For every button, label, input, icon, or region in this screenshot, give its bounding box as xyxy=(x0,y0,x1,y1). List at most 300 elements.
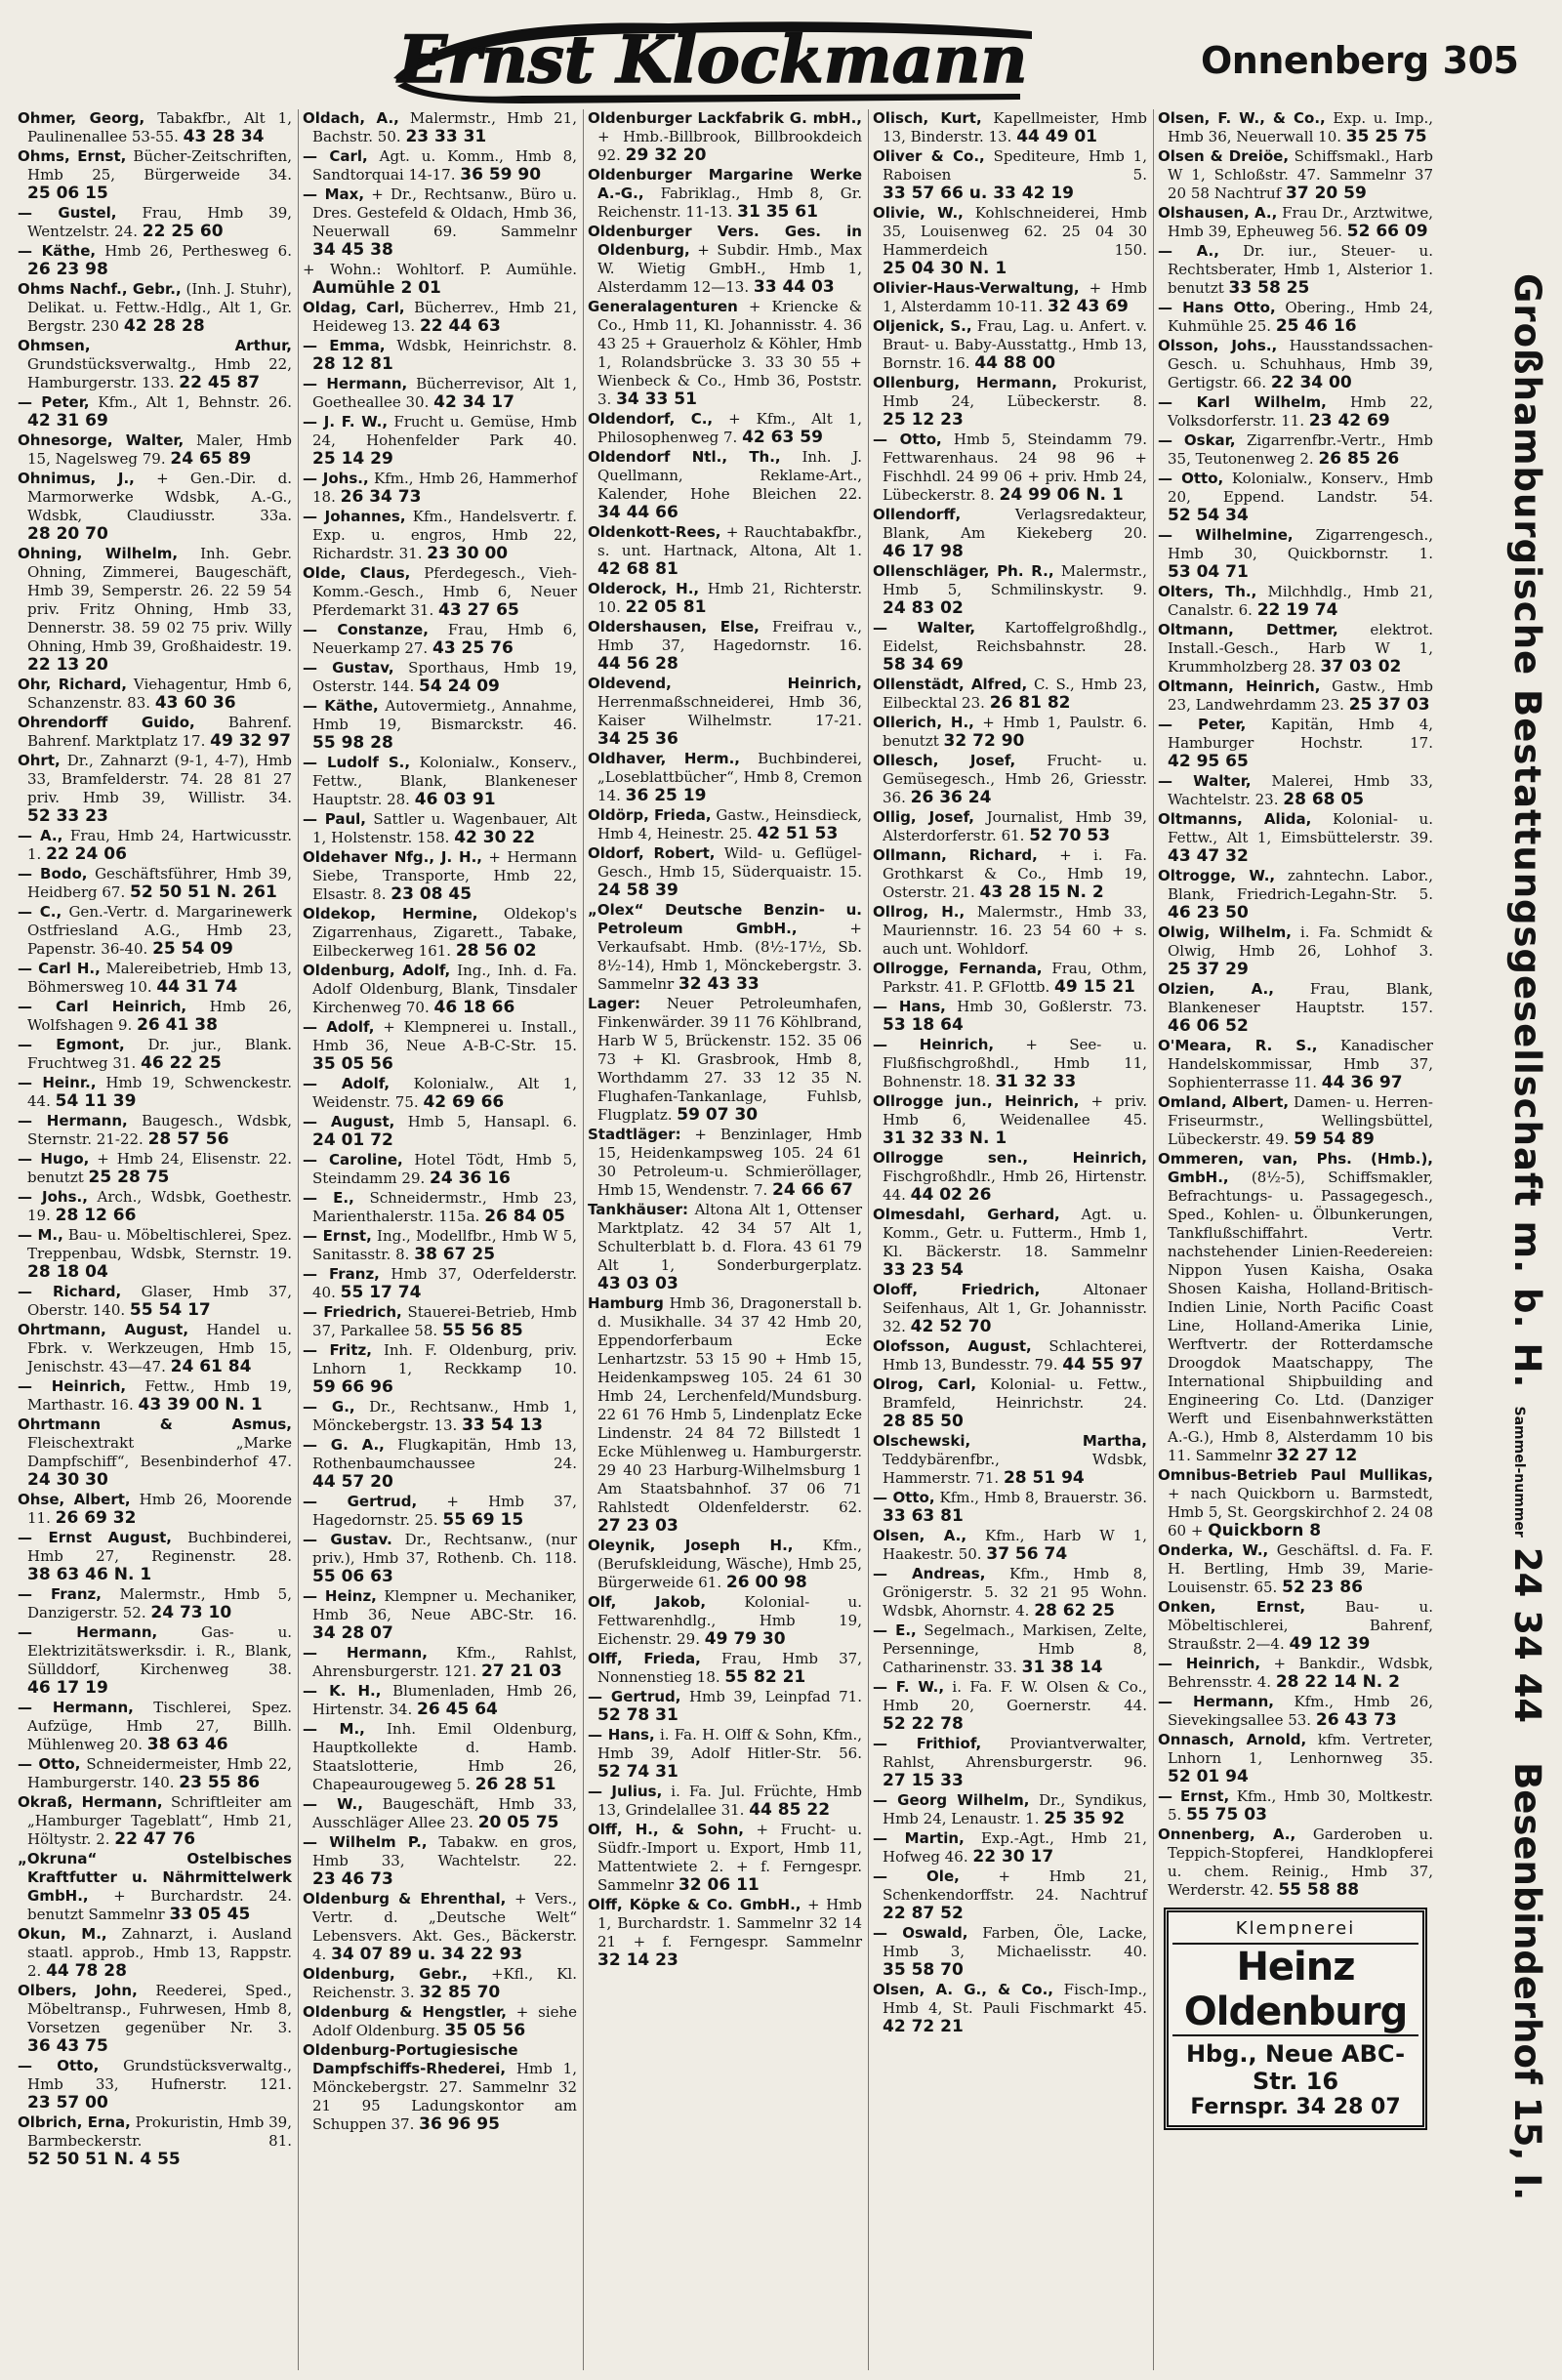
side-banner-address: Besenbinderhof 15, I. xyxy=(1506,1762,1548,2201)
entry-text: Fleischextrakt „Marke Dampfschiff“, Besenbinderhof 47. xyxy=(27,1434,292,1470)
entry-name: Ollenburg, Hermann, xyxy=(873,374,1057,391)
directory-entry xyxy=(588,410,862,447)
directory-entry xyxy=(18,998,292,1035)
directory-entry xyxy=(588,675,862,749)
entry-phone: 25 12 23 xyxy=(883,410,964,430)
entry-text: + Benzinlager, Hmb 15, Heidenkampsweg 105. 24 61 30 Petroleum-u. Schmieröllager, Hmb 15, Wendenstr. 7. xyxy=(597,1126,862,1199)
entry-phone: 35 25 75 xyxy=(1345,127,1427,146)
entry-name: Ollrogge sen., Heinrich, xyxy=(873,1149,1147,1167)
entry-phone: 55 56 85 xyxy=(441,1321,523,1340)
directory-entry xyxy=(18,1491,292,1528)
entry-text: Bahrenf. Bahrenf. Marktplatz 17. xyxy=(27,714,292,750)
entry-text: Damen- u. Herren-Friseurmstr., Wellingsbüttel, Lübeckerstr. 49. xyxy=(1168,1093,1433,1148)
entry-phone: 46 22 25 xyxy=(141,1053,222,1073)
entry-name: Oldörp, Frieda, xyxy=(588,806,712,824)
entry-text: Zahnarzt, i. Ausland staatl. approb., Hmb 13, Rappstr. 2. xyxy=(27,1925,292,1980)
entry-phone: 22 13 20 xyxy=(27,655,108,675)
entry-name: Oltmanns, Alida, xyxy=(1158,810,1312,828)
directory-entry xyxy=(18,1416,292,1490)
entry-phone: 55 54 17 xyxy=(129,1300,211,1320)
entry-phone: 26 41 38 xyxy=(137,1015,218,1035)
entry-text: Inh. J. Quellmann, Reklame-Art., Kalender, Hohe Bleichen 22. xyxy=(597,448,862,503)
entry-text: Kolonial- u. Fettwarenhdlg., Hmb 19, Eichenstr. 29. xyxy=(597,1593,862,1648)
entry-name: Ohrt, xyxy=(18,752,61,769)
entry-phone: 42 72 21 xyxy=(883,2017,964,2036)
entry-text: + Hmb 37, Hagedornstr. 25. xyxy=(312,1493,577,1529)
entry-phone: 36 59 90 xyxy=(460,165,542,185)
entry-phone: 42 28 28 xyxy=(123,316,205,336)
side-banner-phone-label: Sammel-nummer xyxy=(1511,1406,1528,1538)
ad-line-address: Hbg., Neue ABC-Str. 16 xyxy=(1185,2040,1406,2095)
directory-entry xyxy=(873,506,1147,561)
entry-phone: 55 98 28 xyxy=(312,733,393,753)
directory-entry xyxy=(303,1890,577,1964)
entry-name: Olmesdahl, Gerhard, xyxy=(873,1206,1060,1223)
directory-entry xyxy=(303,621,577,658)
entry-text: Handel u. Fbrk. v. Werkzeugen, Hmb 15, Jenischstr. 43—47. xyxy=(27,1321,292,1375)
entry-text: + Hmb.-Billbrook, Billbrookdeich 92. xyxy=(597,128,862,164)
entry-text: Frau, Othm, Parkstr. 41. P. GFlottb. xyxy=(883,960,1147,996)
entry-phone: 44 36 97 xyxy=(1321,1073,1403,1092)
entry-name: Olsen, A. G., & Co., xyxy=(873,1981,1053,1998)
entry-text: Hmb 22, Volksdorferstr. 11. xyxy=(1168,393,1433,430)
entry-name: Ollrogge jun., Heinrich, xyxy=(873,1092,1080,1110)
entry-phone: 36 25 19 xyxy=(625,786,707,805)
page-title: Onnenberg xyxy=(1201,39,1429,82)
entry-phone: 23 57 00 xyxy=(27,2093,108,2113)
entry-text: Frau, Hmb 24, Hartwicusstr. 1. xyxy=(27,827,292,863)
entry-name: — Hermann, xyxy=(18,1623,158,1641)
directory-entry xyxy=(588,995,862,1125)
entry-text: Freifrau v., Hmb 37, Hagedornstr. 16. xyxy=(597,618,863,654)
directory-entry xyxy=(1158,337,1433,392)
entry-phone: 31 35 61 xyxy=(737,202,818,222)
directory-entry xyxy=(873,1829,1147,1867)
directory-entry xyxy=(18,903,292,959)
entry-text: Klempner u. Mechaniker, Hmb 36, Neue ABC-Str. 16. xyxy=(312,1587,577,1623)
entry-phone: 53 18 64 xyxy=(883,1015,964,1035)
entry-name: Olzien, A., xyxy=(1158,980,1274,998)
entry-phone: 22 87 52 xyxy=(883,1904,964,1923)
entry-text: Altona Alt 1, Ottenser Marktplatz. 42 34 57 Alt 1, Schulterblatt b. d. Flora. 43 61 79 Alt 1, Sonderburgerplatz. xyxy=(597,1201,862,1274)
entry-name: Ollrog, H., xyxy=(873,903,966,921)
entry-name: — Oswald, xyxy=(873,1924,968,1942)
entry-phone: 38 67 25 xyxy=(414,1245,496,1264)
advertisement-box xyxy=(1164,1908,1427,2130)
entry-text: Kfm., Hmb 30, Moltkestr. 5. xyxy=(1168,1787,1434,1824)
entry-text: + Klempnerei u. Install., Hmb 36, Neue A-B-C-Str. 15. xyxy=(312,1018,578,1054)
entry-text: Gen.-Vertr. d. Margarinewerk Ostfriesland A.G., Hmb 23, Papenstr. 36-40. xyxy=(27,903,292,958)
directory-entry xyxy=(18,204,292,241)
entry-phone: 52 74 31 xyxy=(597,1762,678,1782)
directory-entry xyxy=(303,1795,577,1832)
entry-phone: 22 25 60 xyxy=(142,222,224,241)
directory-entry xyxy=(303,1436,577,1492)
entry-text: Teddybärenfbr., Wdsbk, Hammerstr. 71. xyxy=(883,1451,1147,1487)
entry-text: Neuer Petroleumhafen, Finkenwärder. 39 11 76 Köhlbrand, Harb W 5, Brückenstr. 152. 35 06 73 + Kl. Grasbrook, Hmb 8, Worthdamm 27. 33 12 35 N. Flughafen-Tankanlage, Fuhlsb, Flugplatz. xyxy=(597,995,862,1124)
entry-text: Farben, Öle, Lacke, Hmb 3, Michaelisstr. 40. xyxy=(883,1924,1147,1960)
entry-text: Pferdegesch., Vieh-Komm.-Gesch., Hmb 6, Neuer Pferdemarkt 31. xyxy=(312,564,577,619)
entry-text: Schneidermstr., Hmb 23, Marienthalerstr. 115a. xyxy=(312,1189,577,1225)
directory-entry xyxy=(303,1682,577,1719)
directory-entry xyxy=(1158,1150,1433,1465)
entry-phone: 32 72 90 xyxy=(943,731,1025,751)
entry-phone: 26 45 64 xyxy=(417,1700,498,1719)
directory-entry xyxy=(873,1867,1147,1923)
entry-name: Olbers, John, xyxy=(18,1982,138,1999)
directory-entry xyxy=(873,903,1147,959)
directory-entry xyxy=(1158,470,1433,525)
entry-phone: 27 15 33 xyxy=(883,1771,964,1790)
entry-phone: 58 34 69 xyxy=(883,655,964,675)
entry-name: — E., xyxy=(873,1621,917,1639)
entry-phone: 49 32 97 xyxy=(210,731,291,751)
entry-name: Oldhaver, Herm., xyxy=(588,750,740,767)
directory-entry xyxy=(1158,772,1433,809)
directory-entry xyxy=(303,413,577,469)
entry-name: — Adolf, xyxy=(303,1075,390,1092)
directory-entry xyxy=(1158,1093,1433,1149)
entry-phone: 24 58 39 xyxy=(597,881,678,900)
directory-entry xyxy=(303,810,577,847)
directory-entry xyxy=(588,448,862,522)
entry-name: Oliver & Co., xyxy=(873,147,985,165)
entry-text: Buchbinderei, Hmb 27, Reginenstr. 28. xyxy=(27,1529,292,1565)
entry-name: Olschewski, Martha, xyxy=(873,1432,1147,1450)
entry-name: Olofsson, August, xyxy=(873,1337,1032,1355)
entry-phone: 22 30 17 xyxy=(972,1847,1054,1867)
entry-name: Oldorf, Robert, xyxy=(588,844,716,862)
entry-text: Gastw., Hmb 23, Landwehrdamm 23. xyxy=(1168,677,1433,714)
entry-phone: 22 44 63 xyxy=(419,316,501,336)
entry-name: Ollenstädt, Alfred, xyxy=(873,676,1028,693)
directory-entry xyxy=(18,865,292,902)
entry-text: Flugkapitän, Hmb 13, Rothenbaumchaussee 24. xyxy=(312,1436,577,1472)
entry-name: Oldendorf Ntl., Th., xyxy=(588,448,781,466)
entry-phone: 33 05 45 xyxy=(169,1905,251,1924)
directory-entry xyxy=(1158,1466,1433,1540)
entry-name: — A., xyxy=(1158,242,1219,260)
directory-entry xyxy=(18,431,292,469)
entry-name: Onnenberg, A., xyxy=(1158,1826,1296,1843)
directory-entry xyxy=(1158,810,1433,866)
entry-text: + priv. Hmb 6, Weidenallee 45. xyxy=(883,1092,1147,1128)
directory-entry xyxy=(303,1341,577,1397)
directory-entry xyxy=(303,299,577,336)
entry-name: Olde, Claus, xyxy=(303,564,411,582)
entry-name: — G., xyxy=(303,1398,355,1416)
entry-phone: 25 54 09 xyxy=(152,939,233,959)
entry-phone: 28 68 05 xyxy=(1283,790,1365,809)
entry-phone: 46 23 50 xyxy=(1168,903,1249,923)
entry-phone: 59 07 30 xyxy=(677,1105,759,1125)
entry-phone: 20 05 75 xyxy=(477,1813,559,1832)
entry-text: Fisch-Imp., Hmb 4, St. Pauli Fischmarkt 45. xyxy=(883,1981,1147,2017)
entry-text: Kapitän, Hmb 4, Hamburger Hochstr. 17. xyxy=(1168,716,1434,752)
entry-phone: 42 51 53 xyxy=(757,824,839,843)
entry-phone: 43 28 34 xyxy=(183,127,265,146)
directory-entry xyxy=(303,1833,577,1889)
entry-text: Schneidermeister, Hmb 22, Hamburgerstr. 140. xyxy=(27,1755,292,1791)
entry-phone: 44 49 01 xyxy=(1016,127,1097,146)
entry-name: — Wilhelmine, xyxy=(1158,526,1294,544)
entry-phone: 44 85 22 xyxy=(749,1800,831,1820)
entry-text: kfm. Vertreter, Lnhorn 1, Lenhornweg 35. xyxy=(1168,1731,1433,1767)
ad-line-company: Heinz Oldenburg xyxy=(1172,1943,1418,2036)
entry-name: Oldekop, Hermine, xyxy=(303,905,478,923)
entry-text: i. Fa. Schmidt & Olwig, Hmb 26, Lohhof 3. xyxy=(1168,923,1434,960)
entry-name: — Oskar, xyxy=(1158,431,1236,449)
entry-text: Oldekop's Zigarrenhaus, Zigarett., Tabake, Eilbeckerweg 161. xyxy=(312,905,577,960)
directory-entry xyxy=(1158,242,1433,298)
entry-phone: 26 43 73 xyxy=(1315,1710,1397,1730)
directory-entry xyxy=(18,1793,292,1849)
entry-phone: 42 69 66 xyxy=(423,1092,505,1112)
entry-name: Oldenburg, Gebr., xyxy=(303,1965,469,1983)
entry-text: Frau, Hmb 37, Nonnenstieg 18. xyxy=(597,1650,862,1686)
entry-phone: 42 31 69 xyxy=(27,411,108,431)
directory-entry xyxy=(873,714,1147,751)
entry-text: Frau, Lag. u. Anfert. v. Braut- u. Baby-Ausstattg., Hmb 13, Bornstr. 16. xyxy=(883,317,1148,372)
entry-phone: Aumühle 2 01 xyxy=(312,278,441,298)
entry-phone: 49 12 39 xyxy=(1289,1634,1371,1654)
entry-phone: 34 44 66 xyxy=(597,503,678,522)
entry-name: Ohrendorff Guido, xyxy=(18,714,195,731)
entry-name: — Emma, xyxy=(303,337,386,354)
entry-text: Journalist, Hmb 39, Alsterdorferstr. 61. xyxy=(883,808,1147,844)
entry-text: + Hmb 1, Alsterdamm 10-11. xyxy=(883,279,1147,315)
entry-phone: 38 63 46 xyxy=(146,1735,228,1754)
entry-phone: 54 11 39 xyxy=(55,1091,137,1111)
entry-name: Oldenburger Vers. Ges. in Oldenburg, xyxy=(588,223,862,259)
directory-entry xyxy=(18,2057,292,2113)
directory-entry xyxy=(873,374,1147,430)
entry-phone: 55 58 88 xyxy=(1278,1880,1360,1900)
directory-entry xyxy=(873,1678,1147,1734)
entry-phone: 43 27 65 xyxy=(438,600,519,620)
entry-phone: 34 45 38 xyxy=(312,240,393,260)
entry-name: — Gertrud, xyxy=(588,1688,681,1705)
entry-text: Fischgroßhdlr., Hmb 26, Hirtenstr. 44. xyxy=(883,1168,1147,1204)
entry-phone: 52 33 23 xyxy=(27,806,108,826)
entry-name: — Käthe, xyxy=(303,697,379,715)
directory-entry xyxy=(588,806,862,843)
entry-phone: 46 17 19 xyxy=(27,1678,108,1698)
directory-entry xyxy=(18,752,292,826)
entry-text: Dr., Zahnarzt (9-1, 4-7), Hmb 33, Bramfelderstr. 74. 28 81 27 priv. Hmb 39, Willistr. 34. xyxy=(27,752,292,806)
entry-name: — K. H., xyxy=(303,1682,382,1700)
entry-text: Kartoffelgroßhdlg., Eidelst, Reichsbahnstr. 28. xyxy=(883,619,1147,655)
entry-text: Zigarrengesch., Hmb 30, Quickbornstr. 1. xyxy=(1168,526,1433,562)
directory-entry xyxy=(873,279,1147,316)
entry-text: Glaser, Hmb 37, Oberstr. 140. xyxy=(27,1283,292,1319)
entry-phone: 33 58 25 xyxy=(1228,278,1310,298)
entry-phone: 31 32 33 xyxy=(995,1072,1077,1091)
entry-name: Ohrtmann, August, xyxy=(18,1321,189,1338)
entry-text: Kfm., Alt 1, Behnstr. 26. xyxy=(98,393,293,411)
directory-entry xyxy=(18,1321,292,1376)
entry-name: — Ernst August, xyxy=(18,1529,172,1546)
entry-text: + Gen.-Dir. d. Marmorwerke Wdsbk, A.-G., Wdsbk, Claudiusstr. 33a. xyxy=(27,470,292,524)
entry-phone: 37 20 59 xyxy=(1286,184,1367,203)
entry-name: Okraß, Hermann, xyxy=(18,1793,163,1811)
entry-phone: 24 83 02 xyxy=(883,598,964,618)
entry-name: — Fritz, xyxy=(303,1341,372,1359)
entry-text: Frucht u. Gemüse, Hmb 24, Hohenfelder Park 40. xyxy=(312,413,577,449)
entry-phone: 49 15 21 xyxy=(1054,977,1135,997)
directory-entry xyxy=(303,1587,577,1643)
directory-entry xyxy=(303,1644,577,1681)
entry-text: Hmb 19, Schwenckestr. 44. xyxy=(27,1074,292,1110)
entry-name: — M., xyxy=(18,1226,63,1244)
entry-phone: 43 47 32 xyxy=(1168,846,1249,866)
entry-phone: 23 42 69 xyxy=(1308,411,1390,431)
entry-text: Hausstandssachen-Gesch. u. Schuhhaus, Hmb 39, Gertigstr. 66. xyxy=(1168,337,1433,391)
entry-phone: 44 56 28 xyxy=(597,654,678,674)
entry-text: Arch., Wdsbk, Goethestr. 19. xyxy=(27,1188,292,1224)
entry-name: — Carl H., xyxy=(18,960,101,977)
entry-phone: 33 57 66 u. 33 42 19 xyxy=(883,184,1075,203)
directory-entry xyxy=(18,1755,292,1792)
entry-name: — Egmont, xyxy=(18,1036,125,1053)
entry-text: Hmb 37, Oderfelderstr. 40. xyxy=(312,1265,577,1301)
entry-text: Kfm., Hmb 8, Brauerstr. 36. xyxy=(939,1489,1147,1506)
entry-phone: 44 55 97 xyxy=(1062,1355,1144,1375)
entry-text: Grundstücksverwaltg., Hmb 22, Hamburgerstr. 133. xyxy=(27,355,292,391)
directory-entry xyxy=(1158,431,1433,469)
entry-text: Kolonialw., Konserv., Hmb 20, Eppend. Landstr. 54. xyxy=(1168,470,1433,506)
entry-text: + Hmb 1, Paulstr. 6. benutzt xyxy=(883,714,1147,750)
directory-entry xyxy=(1158,393,1433,431)
entry-name: — Gustel, xyxy=(18,204,117,222)
entry-name: — Hermann, xyxy=(1158,1693,1274,1710)
entry-text: C. S., Hmb 23, Eilbecktal 23. xyxy=(883,676,1148,712)
directory-entry xyxy=(303,1531,577,1586)
entry-phone: 42 30 22 xyxy=(454,828,536,847)
entry-text: + Dr., Rechtsanw., Büro u. Dres. Gestefeld & Oldach, Hmb 36, Neuerwall 69. Sammelnr xyxy=(312,185,577,240)
entry-text: Exp. u. Imp., Hmb 36, Neuerwall 10. xyxy=(1168,109,1434,145)
entry-phone: 59 66 96 xyxy=(312,1377,393,1397)
entry-name: — G. A., xyxy=(303,1436,385,1454)
entry-name: Ollesch, Josef, xyxy=(873,752,1016,769)
entry-text: Kfm., Rahlst, Ahrensburgerstr. 121. xyxy=(312,1644,577,1680)
directory-entry xyxy=(1158,526,1433,582)
directory-entry xyxy=(18,393,292,431)
entry-name: — Carl Heinrich, xyxy=(18,998,187,1015)
entry-phone: 26 84 05 xyxy=(484,1207,566,1226)
entry-name: Oldendorf, C., xyxy=(588,410,714,428)
directory-entry xyxy=(588,523,862,579)
directory-entry xyxy=(18,1623,292,1698)
entry-phone: 53 04 71 xyxy=(1168,562,1249,582)
entry-text: (Inh. J. Stuhr), Delikat. u. Fettw.-Hdlg., Alt 1, Gr. Bergstr. 230 xyxy=(27,280,292,335)
entry-phone: 31 32 33 N. 1 xyxy=(883,1128,1007,1148)
entry-phone: 28 22 14 N. 2 xyxy=(1275,1672,1401,1692)
entry-text: Stauerei-Betrieb, Hmb 37, Parkallee 58. xyxy=(312,1303,577,1339)
entry-phone: 26 00 98 xyxy=(725,1573,807,1592)
entry-name: Ohmer, Georg, xyxy=(18,109,145,127)
directory-entry xyxy=(18,1112,292,1149)
directory-entry xyxy=(18,1150,292,1187)
directory-entry xyxy=(873,147,1147,203)
entry-phone: 25 37 29 xyxy=(1168,960,1249,979)
entry-name: „Olex“ Deutsche Benzin- u. Petroleum GmbH., xyxy=(588,901,862,937)
entry-name: Generalagenturen xyxy=(588,298,738,315)
entry-name: — Franz, xyxy=(18,1585,102,1603)
entry-phone: 37 56 74 xyxy=(986,1544,1068,1564)
entry-name: Oldenburg & Ehrenthal, xyxy=(303,1890,507,1908)
entry-text: Kfm., Hmb 26, Hammerhof 18. xyxy=(312,470,577,506)
entry-text: Wild- u. Geflügel-Gesch., Hmb 15, Süderquaistr. 15. xyxy=(597,844,862,881)
entry-text: Zigarrenfbr.-Vertr., Hmb 35, Teutonenweg 2. xyxy=(1168,431,1433,468)
entry-name: — Hermann, xyxy=(303,375,408,392)
entry-name: Oltrogge, W., xyxy=(1158,867,1276,884)
entry-text: i. Fa. F. W. Olsen & Co., Hmb 20, Goernerstr. 44. xyxy=(883,1678,1147,1714)
entry-text: Kolonial- u. Fettw., Alt 1, Eimsbüttelerstr. 39. xyxy=(1168,810,1433,846)
entry-text: + Hmb 21, Schenkendorffstr. 24. Nachtruf xyxy=(883,1867,1147,1904)
entry-phone: 43 60 36 xyxy=(154,693,236,713)
entry-phone: 43 03 03 xyxy=(597,1274,678,1293)
entry-name: — Peter, xyxy=(1158,716,1247,733)
entry-name: — Caroline, xyxy=(303,1151,403,1169)
entry-text: Hmb 26, Wolfshagen 9. xyxy=(27,998,292,1034)
entry-text: Hmb 21, Richterstr. 10. xyxy=(597,580,862,616)
directory-entry xyxy=(873,1036,1147,1091)
entry-name: Oloff, Friedrich, xyxy=(873,1281,1041,1298)
entry-text: Schlachterei, Hmb 13, Bundesstr. 79. xyxy=(883,1337,1147,1374)
directory-entry xyxy=(18,1850,292,1924)
entry-text: Prokurist, Hmb 24, Lübeckerstr. 8. xyxy=(883,374,1147,410)
directory-entry xyxy=(303,1265,577,1302)
directory-entry xyxy=(873,752,1147,807)
directory-entry xyxy=(1158,1598,1433,1654)
entry-text: Inh. Emil Oldenburg, Hauptkollekte d. Hamb. Staatslotterie, Hmb 26, Chapeaurougeweg 5. xyxy=(312,1720,577,1793)
directory-entry xyxy=(303,848,577,904)
entry-name: — Gustav. xyxy=(303,1531,392,1548)
directory-entry xyxy=(303,1189,577,1226)
entry-text: Autovermietg., Annahme, Hmb 19, Bismarckstr. 46. xyxy=(312,697,577,733)
ad-line-trade: Klempnerei xyxy=(1235,1918,1356,1939)
entry-name: Ohmsen, Arthur, xyxy=(18,337,292,354)
directory-column-3 xyxy=(584,109,869,2370)
entry-name: Ohms Nachf., Gebr., xyxy=(18,280,182,298)
entry-name: — Ludolf S., xyxy=(303,754,411,771)
directory-entry xyxy=(1158,204,1433,241)
directory-entry xyxy=(588,844,862,900)
entry-text: Tabakw. en gros, Hmb 33, Wachtelstr. 22. xyxy=(312,1833,577,1869)
entry-text: Sattler u. Wagenbauer, Alt 1, Holstenstr. 158. xyxy=(312,810,577,846)
entry-text: Kohlschneiderei, Hmb 35, Louisenweg 62. 25 04 30 Hammerdeich 150. xyxy=(883,204,1147,259)
entry-name: Ohning, Wilhelm, xyxy=(18,545,179,562)
entry-phone: 46 06 52 xyxy=(1168,1016,1249,1036)
entry-phone: 24 66 67 xyxy=(772,1180,853,1200)
entry-phone: 34 07 89 u. 34 22 93 xyxy=(331,1945,523,1964)
entry-text: Tischlerei, Spez. Aufzüge, Hmb 27, Billh. Mühlenweg 20. xyxy=(27,1699,292,1753)
entry-text: Geschäftsführer, Hmb 39, Heidberg 67. xyxy=(27,865,292,901)
side-banner xyxy=(1439,117,1562,2362)
entry-text: Garderoben u. Teppich-Stopferei, Handklopferei u. chem. Reinig., Hmb 37, Werderstr. 42. xyxy=(1168,1826,1433,1899)
entry-text: Kanadischer Handelskommissar, Hmb 37, Sophienterrasse 11. xyxy=(1168,1037,1433,1091)
entry-text: Agt. u. Komm., Getr. u. Futterm., Hmb 1, Kl. Bäckerstr. 18. Sammelnr xyxy=(883,1206,1147,1260)
entry-phone: 52 23 86 xyxy=(1282,1578,1363,1597)
side-banner-company: Großhamburgische Bestattungsgesellschaft m. b. H. xyxy=(1506,273,1548,1389)
directory-entry xyxy=(873,1432,1147,1488)
entry-phone: 23 08 45 xyxy=(390,884,473,904)
directory-entry xyxy=(18,1188,292,1225)
directory-entry xyxy=(1158,583,1433,620)
entry-name: — Gustav, xyxy=(303,659,394,677)
entry-text: Ing., Modellfbr., Hmb W 5, Sanitasstr. 8. xyxy=(312,1227,577,1263)
